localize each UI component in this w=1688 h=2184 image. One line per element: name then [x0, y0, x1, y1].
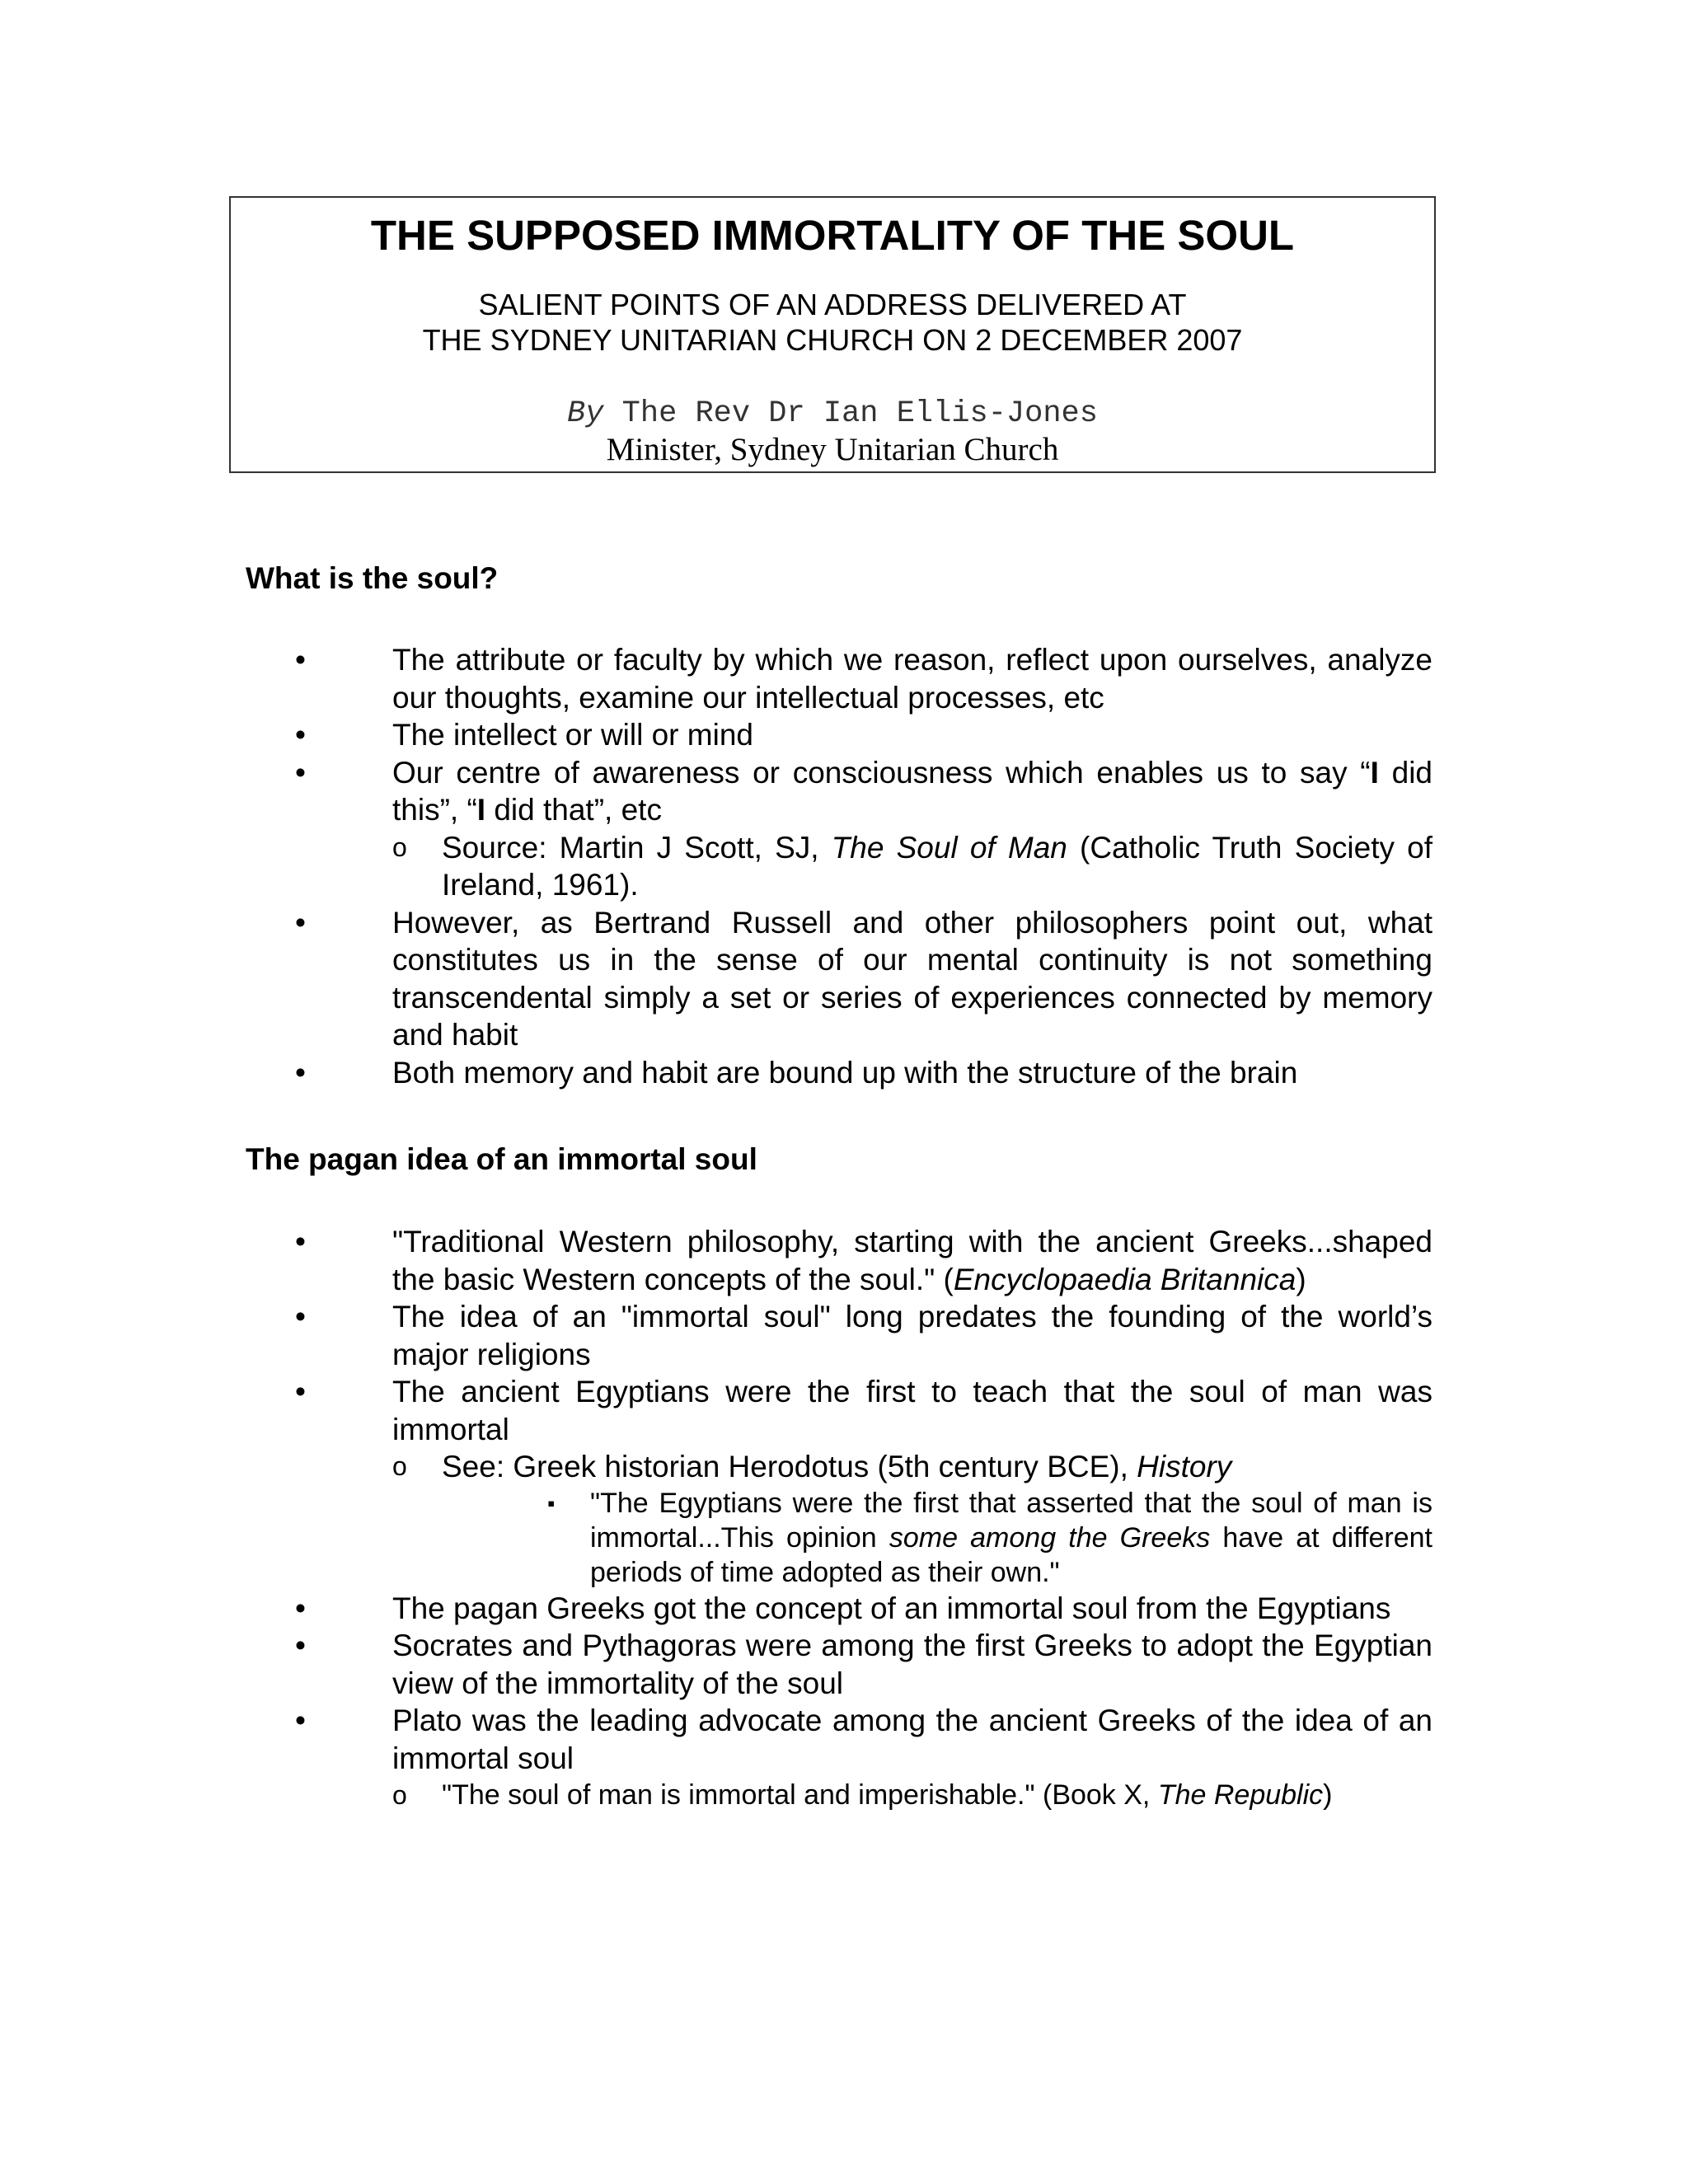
list-item: • Our centre of awareness or consciousness which enables us to say “I did this”, “I did that”, etc o Source: Martin J Scott, SJ, The Soul of Man (Catholic Truth Society of Ireland, 1961).: [246, 754, 1432, 904]
sub-list: [392, 829, 1432, 904]
author-name: The Rev Dr Ian Ellis-Jones: [603, 396, 1098, 431]
list-item: • The pagan Greeks got the concept of an immortal soul from the Egyptians: [246, 1590, 1432, 1628]
list-item: • The ancient Egyptians were the first to teach that the soul of man was immortal o See: Greek historian Herodotus (5th century BCE), History ▪ "The Egyptians were the first that asserted that the soul of man is immortal...This opinion some among the Greeks have at different periods of time adopted as their own.": [246, 1373, 1432, 1590]
list-item: • However, as Bertrand Russell and other philosophers point out, what constitutes us in the sense of our mental continuity is not something transcendental simply a set or series of experiences connected by memory and habit: [246, 904, 1432, 1054]
list-item: • The attribute or faculty by which we reason, reflect upon ourselves, analyze our thoughts, examine our intellectual processes, etc: [246, 641, 1432, 716]
sub-sub-list: [442, 1486, 1432, 1590]
section-2-list: [246, 1223, 1432, 1815]
author-role: Minister, Sydney Unitarian Church: [606, 432, 1059, 467]
sub-list-item: o Source: Martin J Scott, SJ, The Soul of Man (Catholic Truth Society of Ireland, 1961).: [392, 829, 1432, 904]
document-subtitle: [231, 287, 1434, 358]
list-item: • The intellect or will or mind: [246, 716, 1432, 754]
section-heading-pagan-idea: The pagan idea of an immortal soul: [246, 1142, 757, 1176]
list-item: • Socrates and Pythagoras were among the first Greeks to adopt the Egyptian view of the immortality of the soul: [246, 1627, 1432, 1702]
document-title: THE SUPPOSED IMMORTALITY OF THE SOUL: [370, 212, 1295, 259]
sub-list: [392, 1448, 1432, 1590]
quote-item: ▪ "The Egyptians were the first that asserted that the soul of man is immortal...This opinion some among the Greeks have at different periods of time adopted as their own.": [442, 1486, 1432, 1590]
subtitle-line-1: SALIENT POINTS OF AN ADDRESS DELIVERED AT: [478, 288, 1187, 321]
sub-list-item: o "The soul of man is immortal and imperishable." (Book X, The Republic): [392, 1777, 1432, 1815]
sub-list-item: o See: Greek historian Herodotus (5th century BCE), History ▪ "The Egyptians were the first that asserted that the soul of man is immortal...This opinion some among the Greeks have at different periods of time adopted as their own.": [392, 1448, 1432, 1590]
list-item: • The idea of an "immortal soul" long predates the founding of the world’s major religions: [246, 1298, 1432, 1373]
list-item: • "Traditional Western philosophy, starting with the ancient Greeks...shaped the basic Western concepts of the soul." (Encyclopaedia Britannica): [246, 1223, 1432, 1298]
author-byline: [231, 396, 1434, 432]
section-heading-what-is-soul: What is the soul?: [246, 561, 499, 595]
title-box: [229, 196, 1436, 473]
list-item: • Both memory and habit are bound up with the structure of the brain: [246, 1054, 1432, 1092]
by-label: By: [567, 396, 604, 431]
subtitle-line-2: THE SYDNEY UNITARIAN CHURCH ON 2 DECEMBER 2007: [422, 323, 1243, 357]
section-1-list: [246, 641, 1432, 1091]
sub-list: [392, 1777, 1432, 1815]
list-item: • Plato was the leading advocate among the ancient Greeks of the idea of an immortal soul o "The soul of man is immortal and imperishable." (Book X, The Republic): [246, 1702, 1432, 1815]
